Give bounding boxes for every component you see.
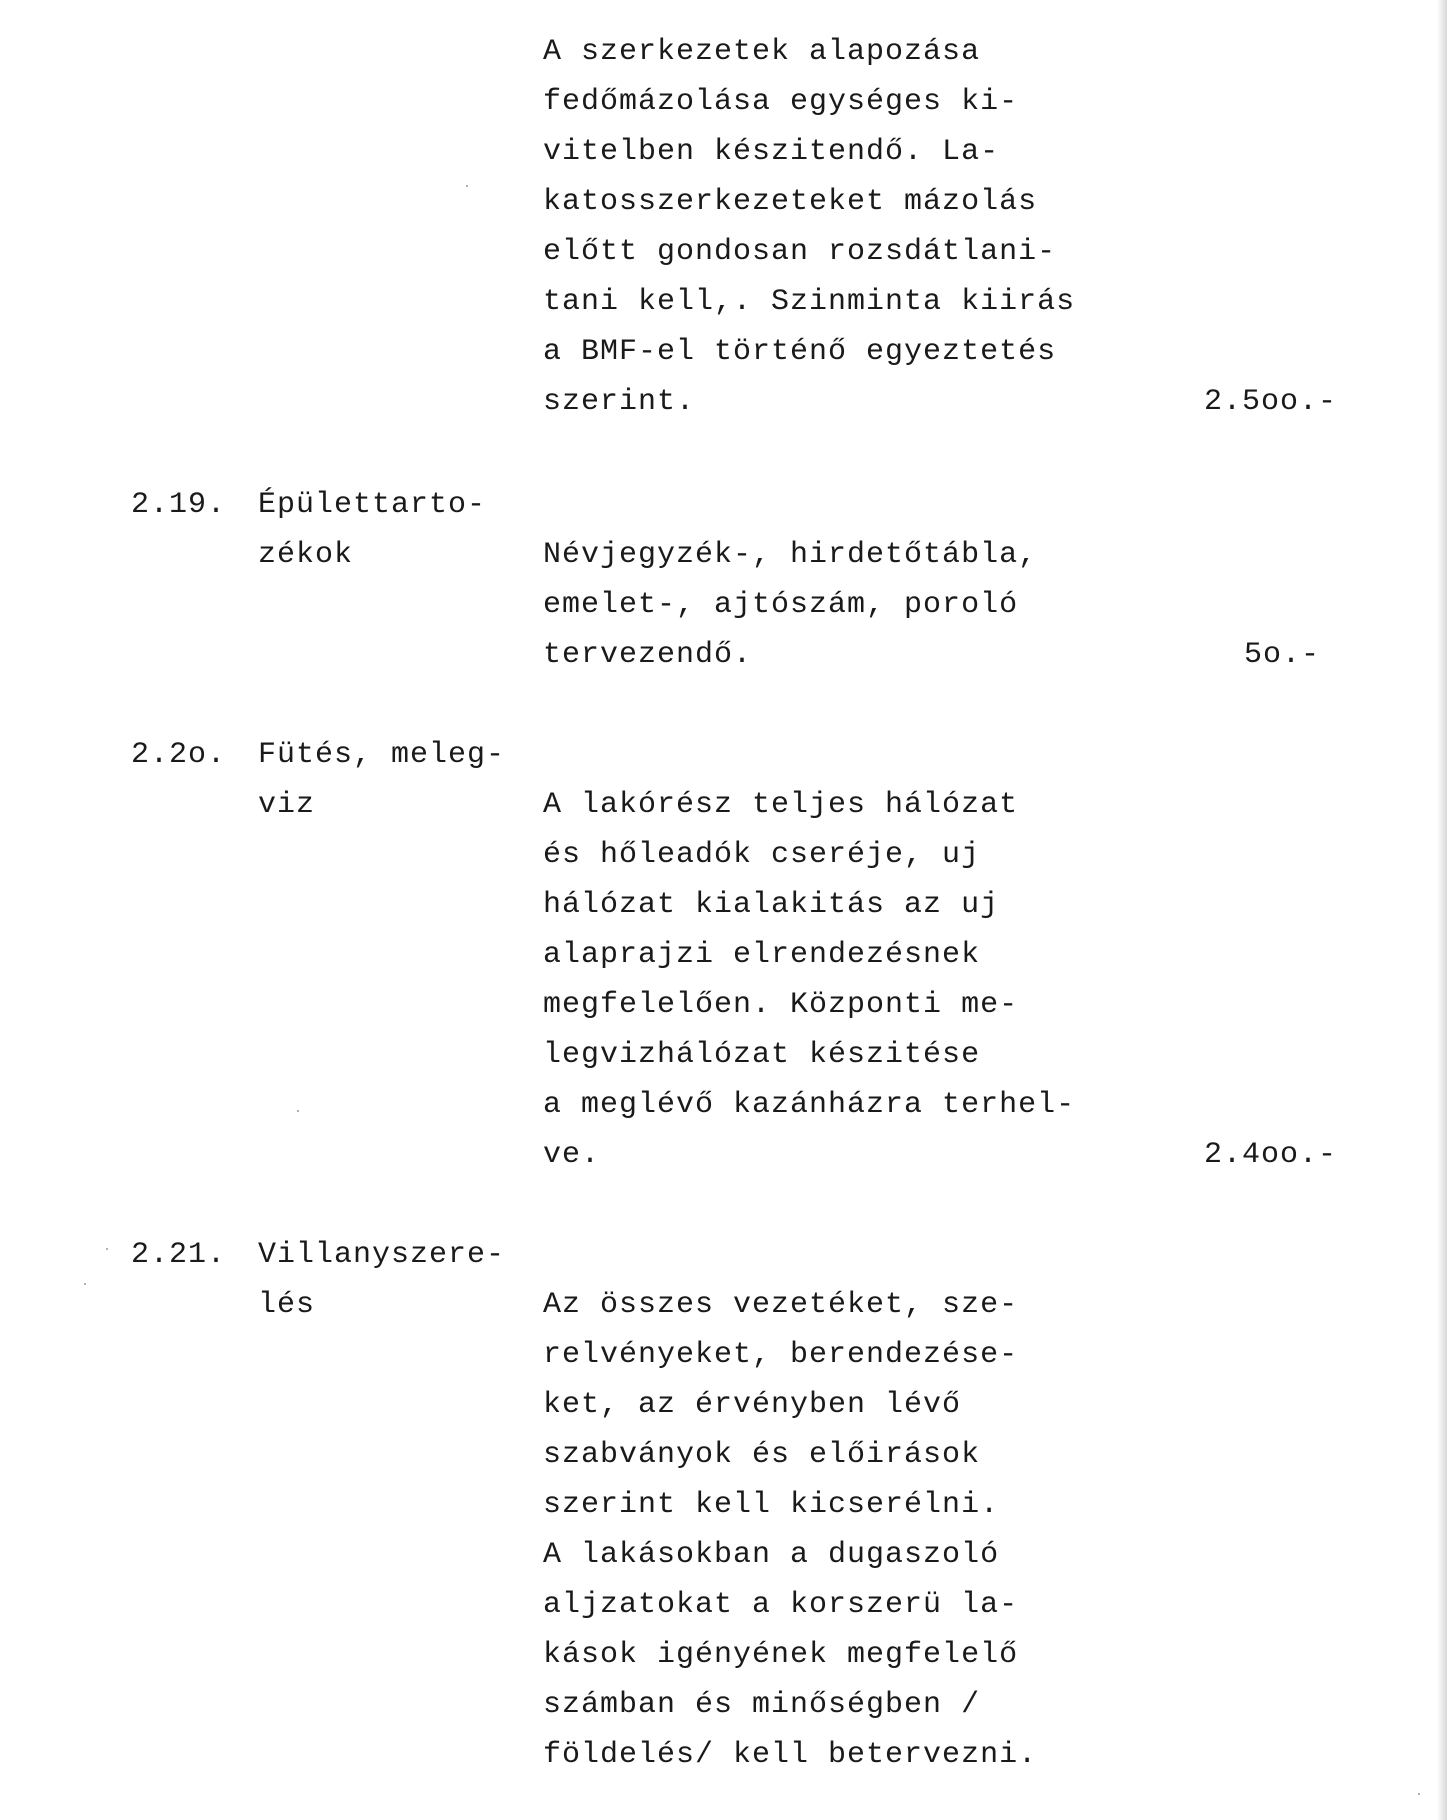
intro-line: szerint. bbox=[543, 385, 696, 419]
item-desc-line: megfelelően. Központi me- bbox=[543, 988, 1019, 1022]
intro-line: a BMF-el történő egyeztetés bbox=[543, 335, 1057, 369]
scan-speck bbox=[466, 185, 468, 187]
item-desc-line: földelés/ kell betervezni. bbox=[543, 1738, 1038, 1772]
item-desc-line: hálózat kialakitás az uj bbox=[543, 888, 1000, 922]
item-desc-line: számban és minőségben / bbox=[543, 1688, 981, 1722]
intro-line: katosszerkezeteket mázolás bbox=[543, 185, 1038, 219]
scan-speck bbox=[84, 1283, 86, 1285]
item-title-line: Villanyszere- bbox=[258, 1238, 506, 1272]
intro-line: vitelben készitendő. La- bbox=[543, 135, 1000, 169]
scan-speck bbox=[1418, 1793, 1420, 1795]
item-desc-line: A lakásokban a dugaszoló bbox=[543, 1538, 1000, 1572]
intro-line: tani kell,. Szinminta kiirás bbox=[543, 285, 1076, 319]
item-desc-line: Névjegyzék-, hirdetőtábla, bbox=[543, 538, 1038, 572]
item-amount: 2.4oo.- bbox=[1203, 1138, 1337, 1172]
scan-speck bbox=[106, 1248, 108, 1250]
item-desc-line: a meglévő kazánházra terhel- bbox=[543, 1088, 1076, 1122]
item-title-line: Épülettarto- bbox=[258, 488, 487, 522]
item-desc-line: legvizhálózat készitése bbox=[543, 1038, 981, 1072]
intro-line: fedőmázolása egységes ki- bbox=[543, 85, 1019, 119]
item-number: 2.2o. bbox=[131, 738, 227, 772]
intro-amount: 2.5oo.- bbox=[1203, 385, 1337, 419]
item-title-line: Fütés, meleg- bbox=[258, 738, 506, 772]
item-desc-line: és hőleadók cseréje, uj bbox=[543, 838, 981, 872]
item-desc-line: szerint kell kicserélni. bbox=[543, 1488, 1000, 1522]
item-desc-line: relvényeket, berendezése- bbox=[543, 1338, 1019, 1372]
item-title-line: viz bbox=[258, 788, 316, 822]
item-desc-line: ve. bbox=[543, 1138, 601, 1172]
item-desc-line: szabványok és előirások bbox=[543, 1438, 981, 1472]
scan-speck bbox=[297, 1110, 299, 1112]
intro-line: előtt gondosan rozsdátlani- bbox=[543, 235, 1057, 269]
item-desc-line: kások igényének megfelelő bbox=[543, 1638, 1019, 1672]
page-edge-shadow bbox=[1437, 0, 1447, 1820]
item-desc-line: A lakórész teljes hálózat bbox=[543, 788, 1019, 822]
item-number: 2.19. bbox=[131, 488, 227, 522]
item-amount: 5o.- bbox=[1243, 638, 1320, 672]
item-desc-line: aljzatokat a korszerü la- bbox=[543, 1588, 1019, 1622]
item-number: 2.21. bbox=[131, 1238, 227, 1272]
item-desc-line: Az összes vezetéket, sze- bbox=[543, 1288, 1019, 1322]
item-desc-line: tervezendő. bbox=[543, 638, 753, 672]
item-title-line: zékok bbox=[258, 538, 354, 572]
item-title-line: lés bbox=[258, 1288, 316, 1322]
item-desc-line: ket, az érvényben lévő bbox=[543, 1388, 962, 1422]
intro-line: A szerkezetek alapozása bbox=[543, 35, 981, 69]
item-desc-line: alaprajzi elrendezésnek bbox=[543, 938, 981, 972]
item-desc-line: emelet-, ajtószám, poroló bbox=[543, 588, 1019, 622]
